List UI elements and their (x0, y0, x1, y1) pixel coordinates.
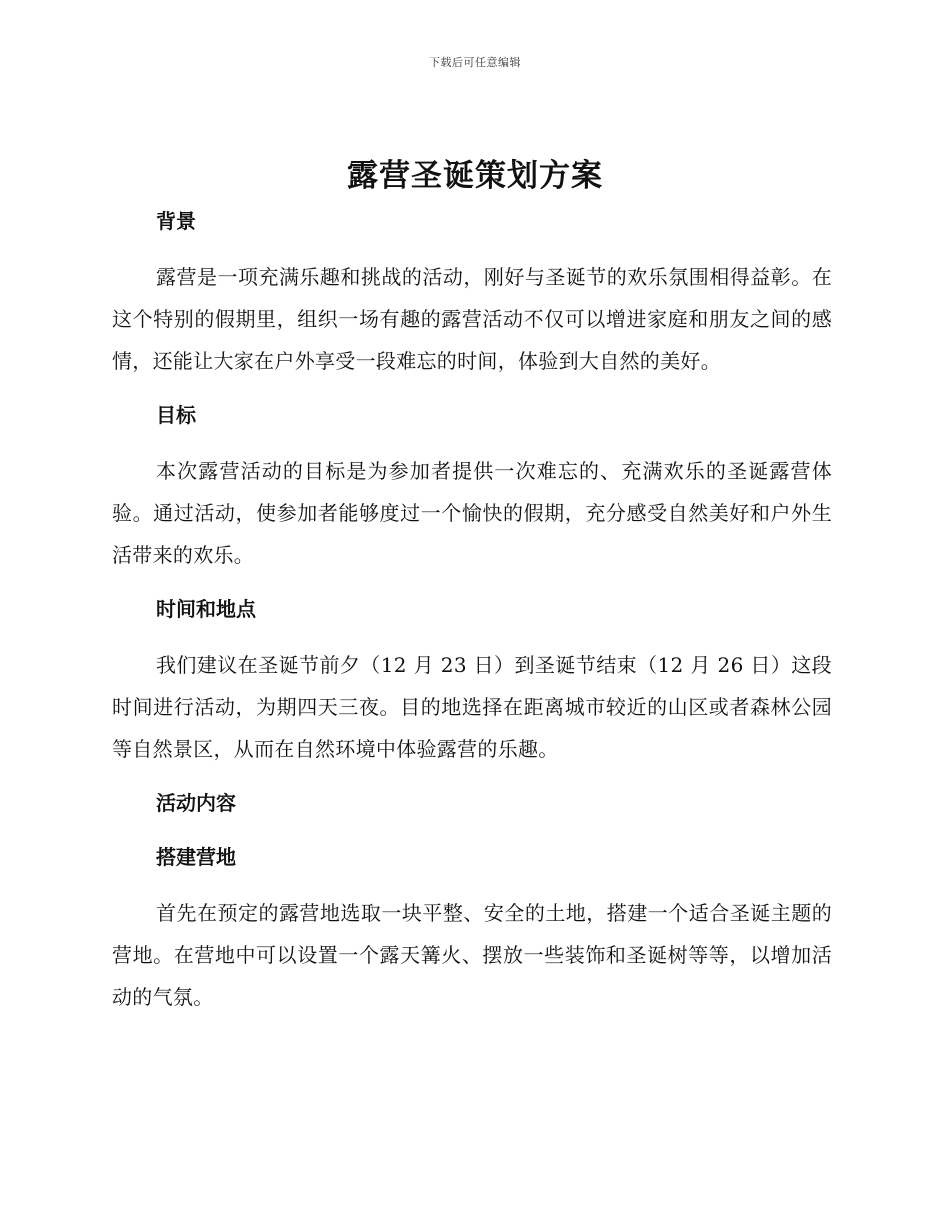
document-body (112, 202, 832, 1032)
section-paragraph-time-place: 我们建议在圣诞节前夕（12 月 23 日）到圣诞节结束（12 月 26 日）这段时间进行活动，为期四天三夜。目的地选择在距离城市较近的山区或者森林公园等自然景区，从而在自然环境中体验露营的乐趣。 (112, 653, 832, 761)
section-paragraph-goal: 本次露营活动的目标是为参加者提供一次难忘的、充满欢乐的圣诞露营体验。通过活动，使参加者能够度过一个愉快的假期，充分感受自然美好和户外生活带来的欢乐。 (112, 459, 832, 567)
section-paragraph-campsite: 首先在预定的露营地选取一块平整、安全的土地，搭建一个适合圣诞主题的营地。在营地中可以设置一个露天篝火、摆放一些装饰和圣诞树等等，以增加活动的气氛。 (112, 901, 832, 1009)
page-header-note: 下载后可任意编辑 (429, 56, 521, 69)
section-heading-time-place: 时间和地点 (156, 597, 256, 621)
section-heading-campsite: 搭建营地 (156, 845, 236, 869)
section-heading-activities: 活动内容 (156, 791, 236, 815)
section-heading-goal: 目标 (156, 403, 196, 427)
section-paragraph-background: 露营是一项充满乐趣和挑战的活动，刚好与圣诞节的欢乐氛围相得益彰。在这个特别的假期里，组织一场有趣的露营活动不仅可以增进家庭和朋友之间的感情，还能让大家在户外享受一段难忘的时间，体验到大自然的美好。 (112, 265, 832, 373)
document-title: 露营圣诞策划方案 (347, 158, 603, 194)
section-heading-background: 背景 (156, 209, 196, 233)
